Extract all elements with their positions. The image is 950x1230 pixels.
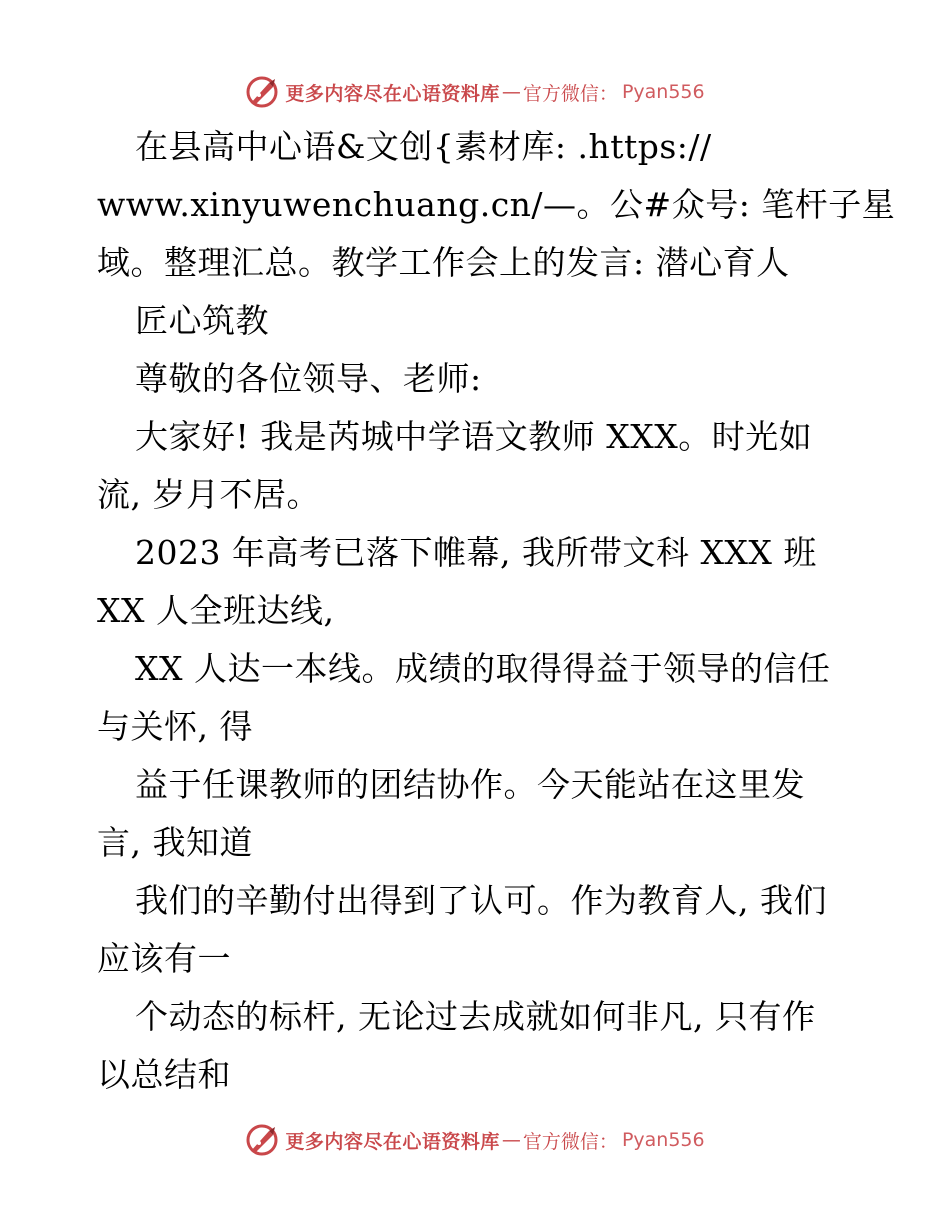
text-line: 以总结和	[97, 1055, 231, 1094]
text-line: 应该有一	[97, 939, 231, 978]
banner-separator: —	[501, 81, 521, 103]
text-line: 个动态的标杆, 无论过去成就如何非凡, 只有作	[135, 997, 816, 1036]
header-banner	[0, 72, 950, 112]
text-line: 域。整理汇总。教学工作会上的发言: 潜心育人	[97, 243, 790, 282]
text-line: 2023 年高考已落下帷幕, 我所带文科 XXX 班	[135, 533, 817, 572]
text-line: 与关怀, 得	[97, 707, 253, 746]
text-line: 益于任课教师的团结协作。今天能站在这里发	[135, 765, 805, 804]
text-line: www.xinyuwenchuang.cn/—。公#众号: 笔杆子星	[97, 185, 896, 224]
text-line: XX 人全班达线,	[97, 591, 335, 630]
banner-wechat-label: 官方微信：	[522, 1130, 618, 1153]
footer-banner	[0, 1120, 950, 1160]
text-line: 匠心筑教	[135, 301, 269, 340]
text-line: 我们的辛勤付出得到了认可。作为教育人, 我们	[135, 881, 827, 920]
banner-promo-text: 更多内容尽在心语资料库	[285, 82, 500, 105]
document-body	[97, 118, 896, 1104]
banner-wechat-id: Pyan556	[621, 81, 705, 103]
text-line: 大家好! 我是芮城中学语文教师 XXX。时光如	[135, 417, 813, 456]
quill-pen-logo-icon	[245, 75, 279, 109]
quill-pen-logo-icon	[245, 1123, 279, 1157]
text-line: 尊敬的各位领导、老师:	[135, 359, 482, 398]
text-line: 在县高中心语&文创{素材库: .https://	[135, 127, 712, 166]
text-line: 言, 我知道	[97, 823, 253, 862]
banner-wechat-label: 官方微信：	[522, 82, 618, 105]
banner-promo-text: 更多内容尽在心语资料库	[285, 1130, 500, 1153]
banner-wechat-id: Pyan556	[621, 1129, 705, 1151]
text-line: XX 人达一本线。成绩的取得得益于领导的信任	[135, 649, 831, 688]
text-line: 流, 岁月不居。	[97, 475, 320, 514]
banner-separator: —	[501, 1129, 521, 1151]
